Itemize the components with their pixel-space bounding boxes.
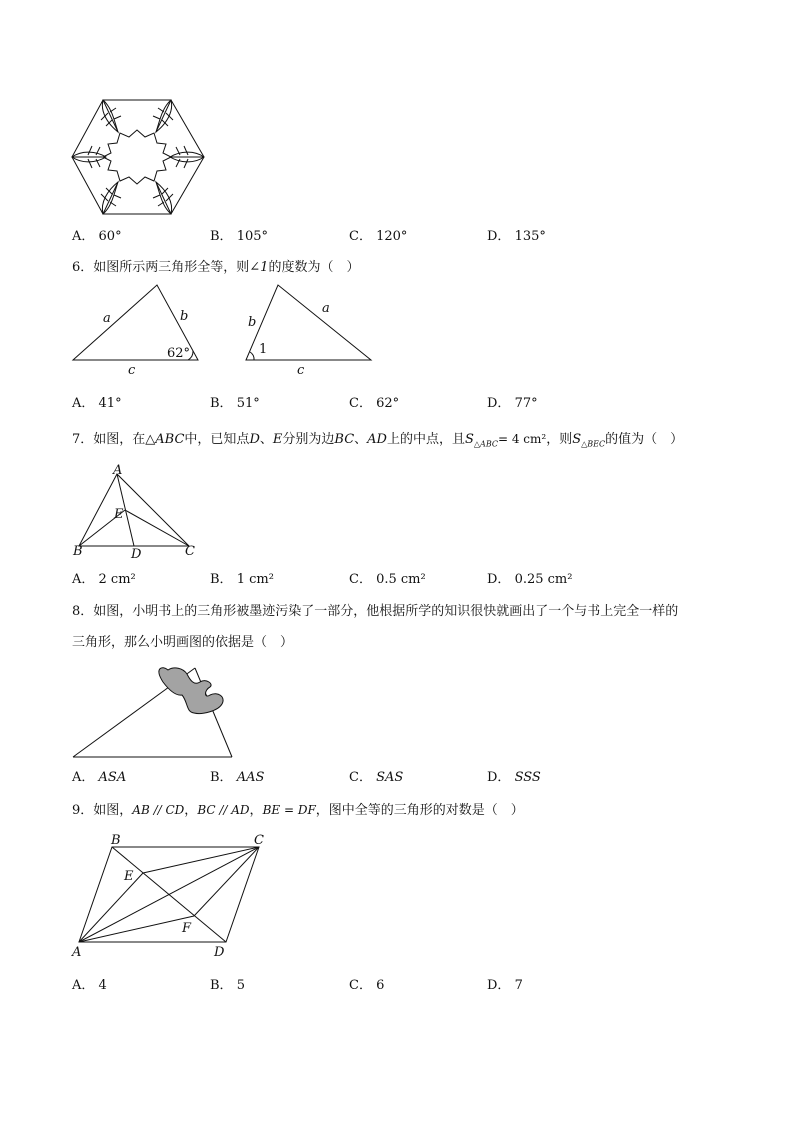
q8-option-c: C． SAS <box>349 770 404 785</box>
q6-right-label-a: a <box>322 301 330 316</box>
ink-blot <box>159 668 223 714</box>
q8-option-a: A． ASA <box>72 770 127 785</box>
q9-label-c: C <box>254 833 264 848</box>
q7-label-d: D <box>131 547 142 562</box>
snowflake-hexagon-figure <box>70 98 206 216</box>
q6-option-a: A． 41° <box>72 396 122 411</box>
q6-right-label-b: b <box>248 315 257 330</box>
q7-option-d: D． 0.25 cm² <box>487 572 573 587</box>
q8-stem-line2: 三角形，那么小明画图的依据是（ ） <box>72 635 294 650</box>
q7-label-e: E <box>114 507 124 522</box>
q9-option-b: B． 5 <box>210 978 245 993</box>
q7-stem: 7．如图，在△ABC中，已知点D、E分别为边BC、AD上的中点，且$S_{\triangle ABC}= 4$ cm²，则$S_{\triangle BEC}$的值为（ ） <box>72 432 684 449</box>
q8-option-b: B． AAS <box>210 770 265 785</box>
q9-stem: 9．如图，AB // CD，BC // AD，BE = DF，图中全等的三角形的对数是（ ） <box>72 803 524 818</box>
q6-triangles-figure <box>70 282 380 382</box>
q9-label-f: F <box>182 921 192 936</box>
q5-option-a: A． 60° <box>72 229 122 244</box>
q6-left-angle: 62° <box>167 346 191 361</box>
q9-parallelogram-figure <box>70 830 270 960</box>
q6-stem: 6．如图所示两三角形全等，则∠1的度数为（ ） <box>72 260 360 275</box>
q9-option-a: A． 4 <box>72 978 107 993</box>
q7-label-c: C <box>185 544 195 559</box>
q7-option-b: B． 1 cm² <box>210 572 274 587</box>
q7-label-a: A <box>113 463 123 478</box>
q6-left-label-b: b <box>180 309 189 324</box>
q9-option-d: D． 7 <box>487 978 523 993</box>
q6-option-c: C． 62° <box>349 396 400 411</box>
q8-ink-triangle-figure <box>70 662 235 760</box>
q6-left-label-a: a <box>103 311 111 326</box>
q7-option-c: C． 0.5 cm² <box>349 572 426 587</box>
q6-right-angle: 1 <box>259 342 268 357</box>
q9-label-a: A <box>72 945 82 960</box>
q5-option-b: B． 105° <box>210 229 269 244</box>
q6-left-label-c: c <box>128 363 136 378</box>
q9-label-e: E <box>124 869 134 884</box>
q9-label-d: D <box>214 945 225 960</box>
q6-right-label-c: c <box>297 363 305 378</box>
q9-label-b: B <box>111 833 121 848</box>
q5-option-c: C． 120° <box>349 229 408 244</box>
q7-label-b: B <box>73 544 83 559</box>
q8-option-d: D． SSS <box>487 770 541 785</box>
q9-option-c: C． 6 <box>349 978 385 993</box>
q6-option-d: D． 77° <box>487 396 538 411</box>
q7-option-a: A． 2 cm² <box>72 572 136 587</box>
q8-stem-line1: 8．如图，小明书上的三角形被墨迹污染了一部分，他根据所学的知识很快就画出了一个与书上完全一样的 <box>72 604 679 619</box>
q5-option-d: D． 135° <box>487 229 546 244</box>
q6-option-b: B． 51° <box>210 396 260 411</box>
q7-triangle-figure <box>70 462 205 562</box>
